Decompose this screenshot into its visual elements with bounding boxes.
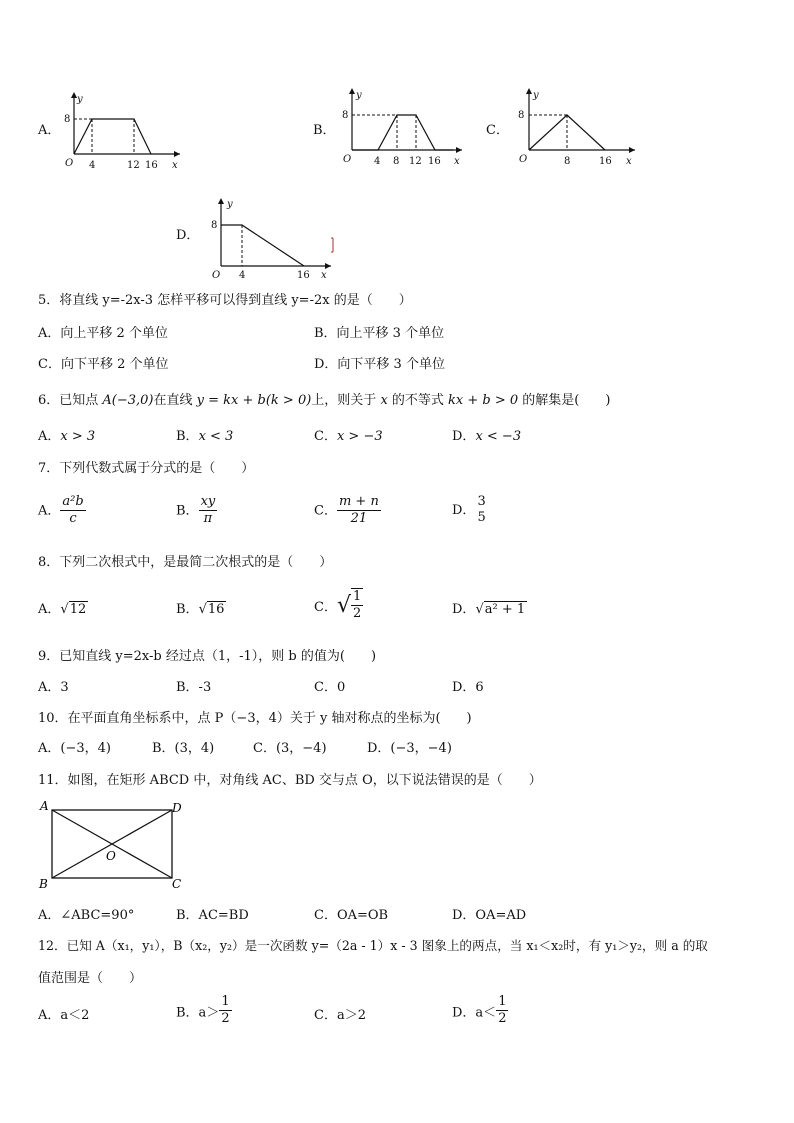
center-label: O [106,849,116,863]
question-10-option-d[interactable]: D．(−3，−4) [367,741,452,756]
x-tick-label: 4 [374,156,381,167]
question-11-option-d[interactable]: D．OA=AD [452,908,527,923]
origin-label: O [212,270,221,281]
rectangle-abcd-figure [36,798,186,893]
question-9-option-b[interactable]: B．-3 [176,680,212,695]
question-9-option-c[interactable]: C．0 [314,680,346,695]
origin-label: O [343,154,352,165]
question-12-option-d[interactable]: D．a＜ $\frac{1}{2}$ [452,994,507,1027]
question-11-option-b[interactable]: B．AC=BD [176,908,249,923]
x-tick-label: 12 [127,160,140,171]
x-tick-label: 16 [145,160,158,171]
graph-option-a-letter: A． [38,123,61,138]
fraction: $\frac{\text{a²b}}{c}$ [62,494,84,527]
x-tick-label: 16 [297,270,310,281]
question-8-option-a[interactable]: A．√12 [38,602,87,617]
x-tick-label: 12 [409,156,422,167]
y-tick-label: 8 [64,114,71,125]
square-root: √ [336,592,351,618]
question-11-option-c[interactable]: C．OA=OB [314,908,389,923]
fraction: $\frac{1}{2}$ [498,994,507,1027]
y-axis-label: y [77,94,83,105]
graph-option-d [203,192,343,282]
question-6-stem [38,389,610,408]
y-axis-label: y [227,199,233,210]
q6-line-equation: y = kx + b(k > 0) [196,393,312,408]
graph-option-b [335,84,470,174]
question-12-stem-line-2: 值范围是（ ） [38,971,143,986]
q6-prefix: 6．已知点 [38,393,103,408]
question-10-option-a[interactable]: A．(−3，4) [38,741,111,756]
question-8-option-c[interactable]: C．√ $\frac{1}{2}$ [314,589,362,622]
square-root: √16 [198,602,225,617]
question-12-stem-line-1: 12．已知 A（x₁，y₁），B（x₂，y₂）是一次函数 y=（2a - 1）x - 3 图象上的两点，当 x₁＜x₂时，有 y₁＞y₂，则 a 的取 [38,938,708,953]
question-7-option-a[interactable]: A． $\frac{\text{a²b}}{c}$ [38,494,84,527]
question-10-option-b[interactable]: B．(3，4) [152,741,215,756]
question-5-option-b[interactable]: B．向上平移 3 个单位 [314,326,445,341]
x-tick-label: 16 [428,156,441,167]
q6-suffix: 的解集是( ) [518,393,611,408]
graph-option-b-letter: B． [313,123,336,138]
fraction: $\frac{1}{2}$ [352,589,362,622]
question-6-option-c[interactable]: C．x > −3 [314,429,383,444]
origin-label: O [65,158,74,169]
question-6-option-b[interactable]: B．x < 3 [176,429,234,444]
question-9-option-a[interactable]: A．3 [38,680,69,695]
question-12-option-c[interactable]: C．a＞2 [314,1008,366,1023]
question-5-stem: 5．将直线 y=-2x-3 怎样平移可以得到直线 y=-2x 的是（ ） [38,293,412,308]
question-7-option-d[interactable]: D． 3 5 [452,494,486,526]
x-tick-label: 8 [393,156,400,167]
graph-option-c [501,84,641,174]
q6-middle2: 上，则关于 [311,393,381,408]
fraction: $\frac{m + n}{21}$ [338,494,379,527]
question-8-option-b[interactable]: B．√16 [176,602,225,617]
y-axis-label: y [533,90,539,101]
question-6-option-a[interactable]: A．x > 3 [38,429,96,444]
question-8-stem: 8．下列二次根式中，是最简二次根式的是（ ） [38,555,333,570]
y-axis-label: y [356,90,362,101]
x-tick-label: 4 [89,160,96,171]
origin-label: O [519,154,528,165]
question-11-option-a[interactable]: A．∠ABC=90° [38,908,135,923]
x-tick-label: 4 [239,270,246,281]
vertex-label: C [172,877,182,891]
question-7-stem: 7．下列代数式属于分式的是（ ） [38,461,255,476]
question-5-option-d[interactable]: D．向下平移 3 个单位 [314,357,445,372]
question-9-stem: 9．已知直线 y=2x-b 经过点（1，-1），则 b 的值为( ) [38,649,377,664]
question-9-option-d[interactable]: D．6 [452,680,484,695]
y-tick-label: 8 [342,110,349,121]
y-tick-label: 8 [211,220,218,231]
question-10-stem: 10．在平面直角坐标系中，点 P（−3，4）关于 y 轴对称点的坐标为( ) [38,711,472,726]
x-tick-label: 8 [564,156,571,167]
y-tick-label: 8 [518,110,525,121]
question-7-option-b[interactable]: B． $\frac{xy}{\pi}$ [176,494,216,527]
question-6-option-d[interactable]: D．x < −3 [452,429,522,444]
fraction: $\frac{1}{2}$ [221,994,230,1027]
x-axis-label: x [454,156,460,167]
graph-option-d-letter: D． [176,228,200,243]
x-axis-label: x [172,160,178,171]
vertex-label: B [39,877,48,891]
graph-option-c-letter: C． [486,123,509,138]
question-5-option-a[interactable]: A．向上平移 2 个单位 [38,326,168,341]
q6-point: A(−3,0) [102,393,154,408]
question-12-option-b[interactable]: B．a＞ $\frac{1}{2}$ [176,994,230,1027]
x-axis-label: x [626,156,632,167]
question-10-option-c[interactable]: C．(3，−4) [253,741,327,756]
question-7-option-c[interactable]: C． $\frac{m + n}{21}$ [314,494,379,527]
square-root: √12 [60,602,87,617]
graph-option-a [58,88,188,178]
x-axis-label: x [321,270,327,281]
q6-variable: x [380,393,388,408]
fraction: $\frac{xy}{\pi}$ [200,494,216,527]
square-root: √a² + 1 [475,602,526,617]
question-5-option-c[interactable]: C．向下平移 2 个单位 [38,357,169,372]
q6-middle3: 的不等式 [387,393,449,408]
question-8-option-d[interactable]: D．√a² + 1 [452,602,526,617]
x-tick-label: 16 [599,156,612,167]
vertex-label: A [40,799,49,813]
q6-inequality: kx + b > 0 [448,393,519,408]
vertex-label: D [172,801,182,815]
q6-middle1: 在直线 [153,393,197,408]
fraction: 3 5 [477,494,486,526]
question-12-option-a[interactable]: A．a＜2 [38,1008,90,1023]
question-11-stem: 11．如图，在矩形 ABCD 中，对角线 AC、BD 交与点 O，以下说法错误的是（ ） [38,773,542,788]
